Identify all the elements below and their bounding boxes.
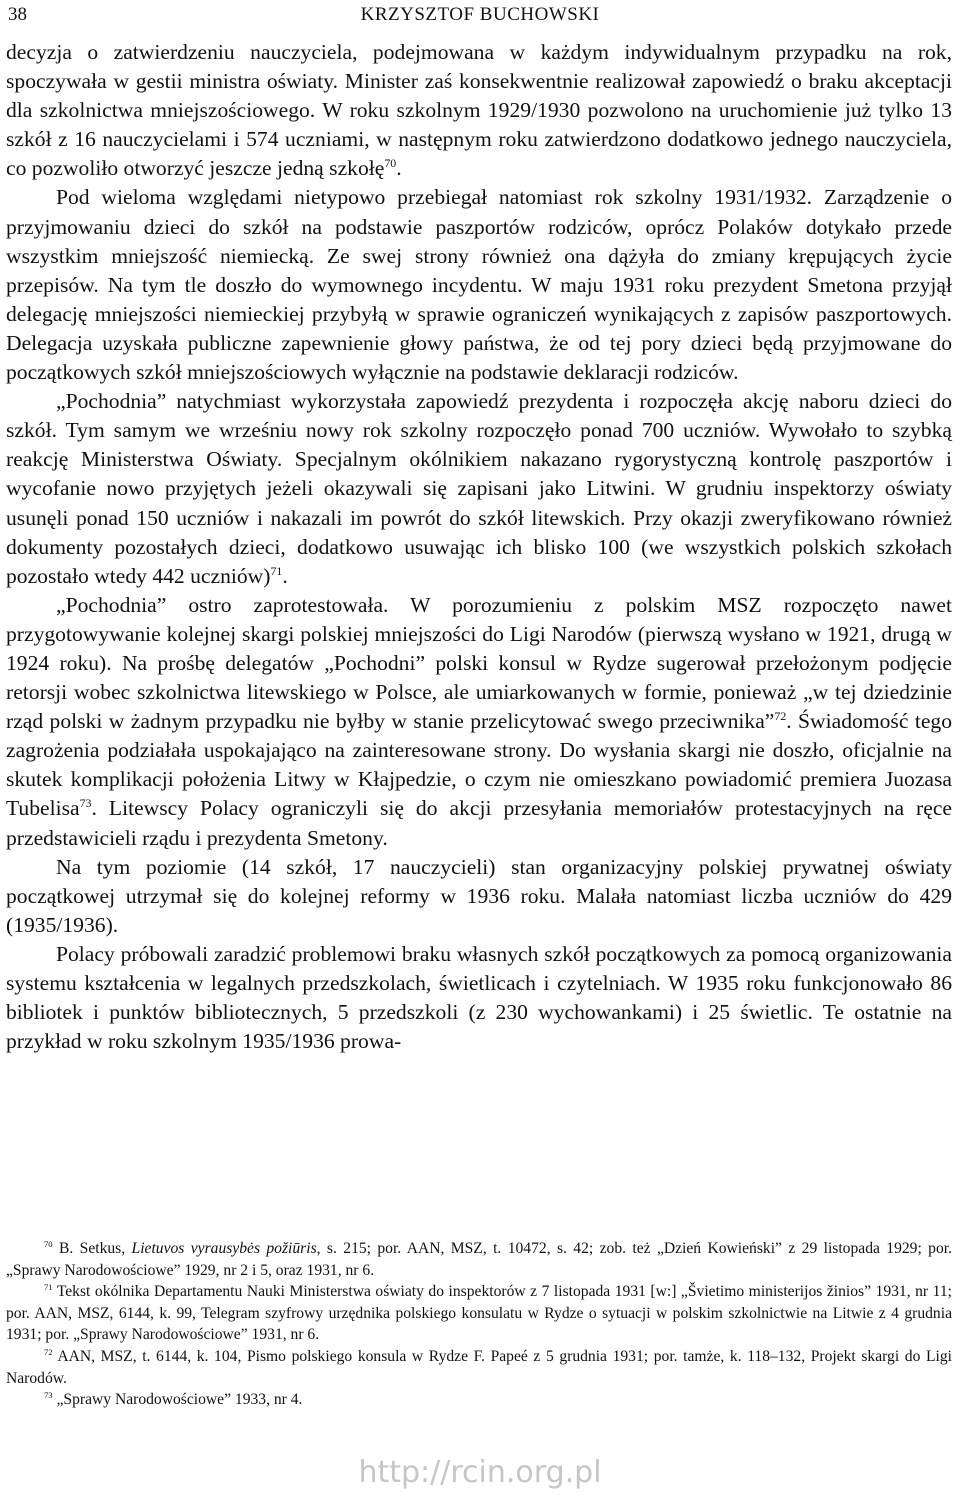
paragraph-3-end: . [282,563,288,588]
footnote-number: 72 [44,1346,53,1357]
footnote [6,1238,952,1281]
footnote [6,1281,952,1346]
footnote [6,1346,952,1389]
footnote-number: 73 [44,1389,53,1400]
running-title: KRZYSZTOF BUCHOWSKI [360,4,600,25]
paragraph-1-end: . [396,156,402,181]
paragraph-2: Pod wieloma względami nietypowo przebiegał natomiast rok szkolny 1931/1932. Zarządzenie o przyjmowaniu dzieci do szkół na podstawie paszportów rodziców, oprócz Polaków dotykało przede wszystkim mniejszość niemiecką. Ze swej strony również ona dążyła do zmiany krępujących życie przepisów. Na tym tle doszło do wymownego incydentu. W maju 1931 roku prezydent Smetona przyjął delegację mniejszości niemieckiej przybyłą w sprawie ograniczeń wynikających z zapisów paszportowych. Delegacja uzyskała publiczne zapewnienie głowy państwa, że od tej pory dzieci będą przyjmowane do początkowych szkół mniejszościowych wyłącznie na podstawie deklaracji rodziców. [6,185,952,385]
footnote-ref-72: 72 [774,708,787,723]
footnotes [6,1238,952,1411]
page-number: 38 [8,4,27,25]
footnote-text: Tekst okólnika Departamentu Nauki Ministerstwa oświaty do inspektorów z 7 listopada 1931 [w:] „Švietimo ministerijos žinios” 1931, nr 11; por. AAN, MSZ, 6144, k. 99, Telegram szyfrowy urzędnika polskiego konsulatu w Rydze o sytuacji w polskim szkolnictwie na Litwie z 4 grudnia 1931; por. „Sprawy Narodowościowe” 1931, nr 6. [6,1283,952,1344]
footnote [6,1389,952,1411]
running-header [8,4,952,28]
paragraph-4 [6,591,952,853]
footnote-number: 70 [44,1238,53,1249]
footnote-number: 71 [44,1282,53,1292]
footnote-ref-71: 71 [270,563,283,578]
main-text [6,38,952,1056]
footnote-text: AAN, MSZ, t. 6144, k. 104, Pismo polskiego konsula w Rydze F. Papeé z 5 grudnia 1931; por. tamże, k. 118–132, Projekt skargi do Ligi Narodów. [6,1347,952,1387]
paragraph-1-text: decyzja o zatwierdzeniu nauczyciela, podejmowana w każdym indywidualnym przypadku na rok, spoczywała w gestii ministra oświaty. Minister zaś konsekwentnie realizował zapowiedź o braku akceptacji dla szkolnictwa mniejszościowego. W roku szkolnym 1929/1930 pozwolono na uruchomienie już tylko 13 szkół z 16 nauczycielami i 574 uczniami, w następnym roku zatwierdzono dodatkowo jednego nauczyciela, co pozwoliło otworzyć jeszcze jedną szkołę [6,40,952,181]
paragraph-1 [6,38,952,183]
watermark-url: http://rcin.org.pl [358,1455,602,1490]
footnote-text: B. Setkus, [58,1240,132,1257]
paragraph-6: Polacy próbowali zaradzić problemowi braku własnych szkół początkowych za pomocą organizowania systemu kształcenia w legalnych przedszkolach, świetlicach i czytelniach. W 1935 roku funkcjonowało 86 bibliotek i punktów bibliotecznych, 5 przedszkoli (z 230 wychowankami) i 25 świetlic. Te ostatnie na przykład w roku szkolnym 1935/1936 prowa- [6,941,952,1054]
paragraph-5: Na tym poziomie (14 szkół, 17 nauczycieli) stan organizacyjny polskiej prywatnej oświaty początkowej utrzymał się do kolejnej reformy w 1936 roku. Malała natomiast liczba uczniów do 429 (1935/1936). [6,854,952,937]
footnote-title: Lietuvos vyrausybės požiūris [131,1240,317,1257]
paragraph-4-text-a: „Pochodnia” ostro zaprotestowała. W porozumieniu z polskim MSZ rozpoczęto nawet przygotowywanie kolejnej skargi polskiej mniejszości do Ligi Narodów (pierwszą wysłano w 1921, drugą w 1924 roku). Na prośbę delegatów „Pochodni” polski konsul w Rydze sugerował przełożonym podjęcie retorsji wobec szkolnictwa litewskiego w Polsce, ale umiarkowanych w formie, ponieważ „w tej dziedzinie rząd polski w żadnym przypadku nie byłby w stanie przelicytować swego przeciwnika” [6,592,952,734]
paragraph-3 [6,387,952,591]
paragraph-3-text: „Pochodnia” natychmiast wykorzystała zapowiedź prezydenta i rozpoczęła akcję naboru dzieci do szkół. Tym samym we wrześniu nowy rok szkolny rozpoczęło ponad 700 uczniów. Wywołało to szybką reakcję Ministerstwa Oświaty. Specjalnym okólnikiem nakazano rygorystyczną kontrolę paszportów i wycofanie nowo przyjętych jeżeli okazywali się zapisani jako Litwini. W grudniu inspektorzy oświaty usunęli ponad 150 uczniów i nakazali im powrót do szkół litewskich. Przy okazji zweryfikowano również dokumenty pozostałych dzieci, dodatkowo usuwając ich blisko 100 (we wszystkich polskich szkołach pozostało wtedy 442 uczniów) [6,389,952,588]
footnote-ref-70: 70 [384,156,397,171]
footnote-text-end: , s. 215; por. AAN, MSZ, t. 10472, s. 42; zob. też „Dzień Kowieński” z 29 listopada 1929; por. „Sprawy Narodowościowe” 1929, nr 2 i 5, oraz 1931, nr 6. [6,1240,953,1279]
paragraph-4-text-b: . Świadomość tego zagrożenia podziałała uspokajająco na zainteresowane strony. Do wysłania skargi nie doszło, oficjalnie na skutek komplikacji położenia Litwy w Kłajpedzie, o czym nie omieszkano powiadomić premiera Juozasa Tubelisa [6,709,952,821]
paragraph-4-text-c: . Litewscy Polacy ograniczyli się do akcji przesyłania memoriałów protestacyjnych na ręce przedstawicieli rządu i prezydenta Smetony. [6,796,952,850]
footnote-ref-73: 73 [79,796,92,811]
footnote-text: „Sprawy Narodowościowe” 1933, nr 4. [56,1391,303,1409]
